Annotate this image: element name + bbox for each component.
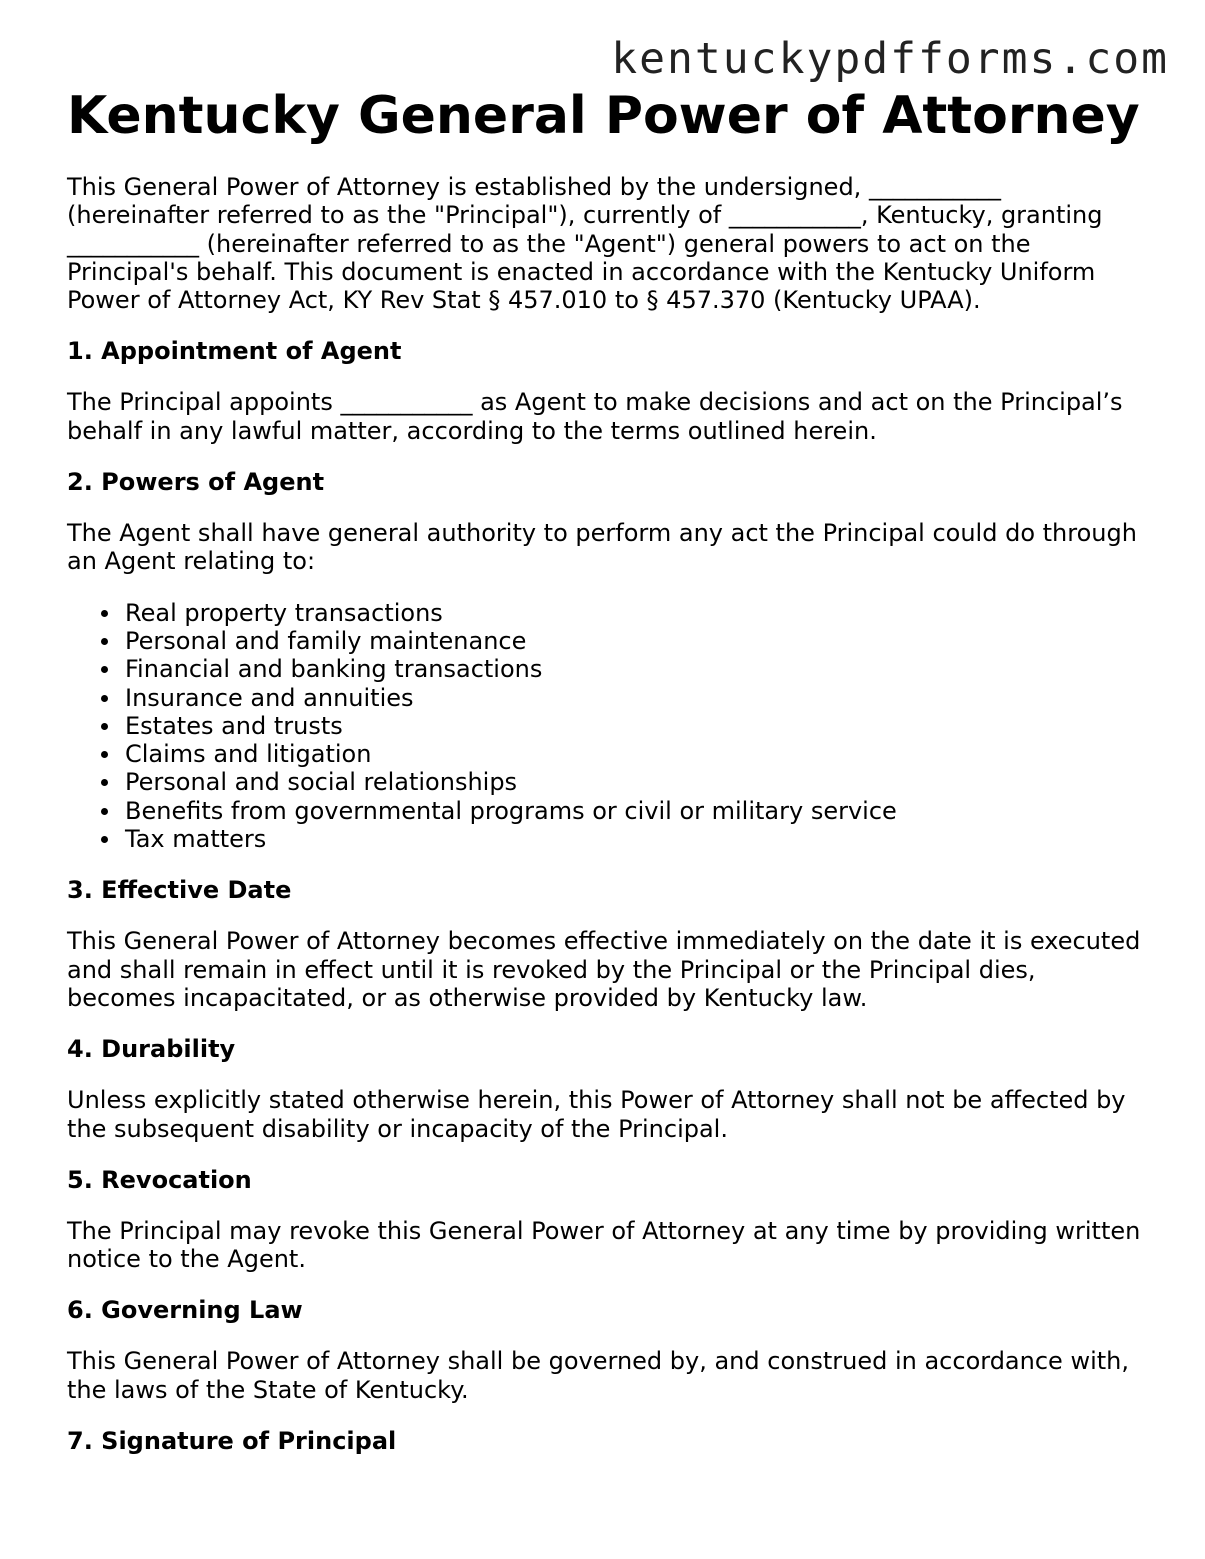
list-item: Estates and trusts (125, 712, 1147, 740)
section-governing-law (67, 1296, 1147, 1404)
section-body: This General Power of Attorney shall be governed by, and construed in accordance with, the laws of the State of Kentucky. (67, 1347, 1129, 1404)
section-body: This General Power of Attorney becomes effective immediately on the date it is executed and shall remain in effect until it is revoked by the Principal or the Principal dies, becomes incapacitated, or as otherwise provided by Kentucky law. (67, 927, 1141, 1012)
section-heading: 5. Revocation (67, 1165, 252, 1194)
section-effective-date (67, 876, 1147, 1012)
section-body: The Principal may revoke this General Power of Attorney at any time by providing written notice to the Agent. (67, 1216, 1141, 1274)
section-heading: 4. Durability (67, 1035, 236, 1064)
document-title: Kentucky General Power of Attorney (67, 86, 1140, 146)
section-heading: 6. Governing Law (67, 1296, 303, 1325)
section-heading: 1. Appointment of Agent (67, 337, 402, 366)
section-appointment-of-agent (67, 337, 1147, 445)
powers-list (67, 599, 1147, 854)
list-item: Personal and family maintenance (125, 627, 1147, 655)
section-heading: 2. Powers of Agent (67, 468, 325, 497)
section-heading: 7. Signature of Principal (67, 1427, 397, 1456)
list-item: Financial and banking transactions (125, 655, 1147, 683)
list-item: Benefits from governmental programs or civil or military service (125, 797, 1147, 825)
list-item: Tax matters (125, 825, 1147, 853)
section-body: The Principal appoints ___________ as Agent to make decisions and act on the Principal’s behalf in any lawful matter, according to the terms outlined herein. (67, 388, 1123, 445)
section-heading: 3. Effective Date (67, 876, 292, 905)
list-item: Personal and social relationships (125, 768, 1147, 796)
section-signature-of-principal (67, 1427, 1147, 1455)
list-item: Real property transactions (125, 599, 1147, 627)
section-powers-of-agent (67, 468, 1147, 853)
list-item: Claims and litigation (125, 740, 1147, 768)
section-durability (67, 1035, 1147, 1143)
section-body: Unless explicitly stated otherwise herein, this Power of Attorney shall not be affected by the subsequent disability or incapacity of the Principal. (67, 1086, 1126, 1143)
intro-paragraph: This General Power of Attorney is established by the undersigned, ___________ (hereinafter referred to as the "Principal"), currently of ___________, Kentucky, granting ___________ (hereinafter referred to as the "Agent") general powers to act on the Principal's behalf. This document is enacted in accordance with the Kentucky Uniform Power of Attorney Act, KY Rev Stat § 457.010 to § 457.370 (Kentucky UPAA). (67, 173, 1103, 315)
section-body: The Agent shall have general authority to perform any act the Principal could do through an Agent relating to: (67, 519, 1137, 576)
document-page (67, 84, 1147, 1478)
section-revocation (67, 1166, 1147, 1274)
list-item: Insurance and annuities (125, 684, 1147, 712)
site-watermark: kentuckypdfforms.com (611, 34, 1169, 84)
